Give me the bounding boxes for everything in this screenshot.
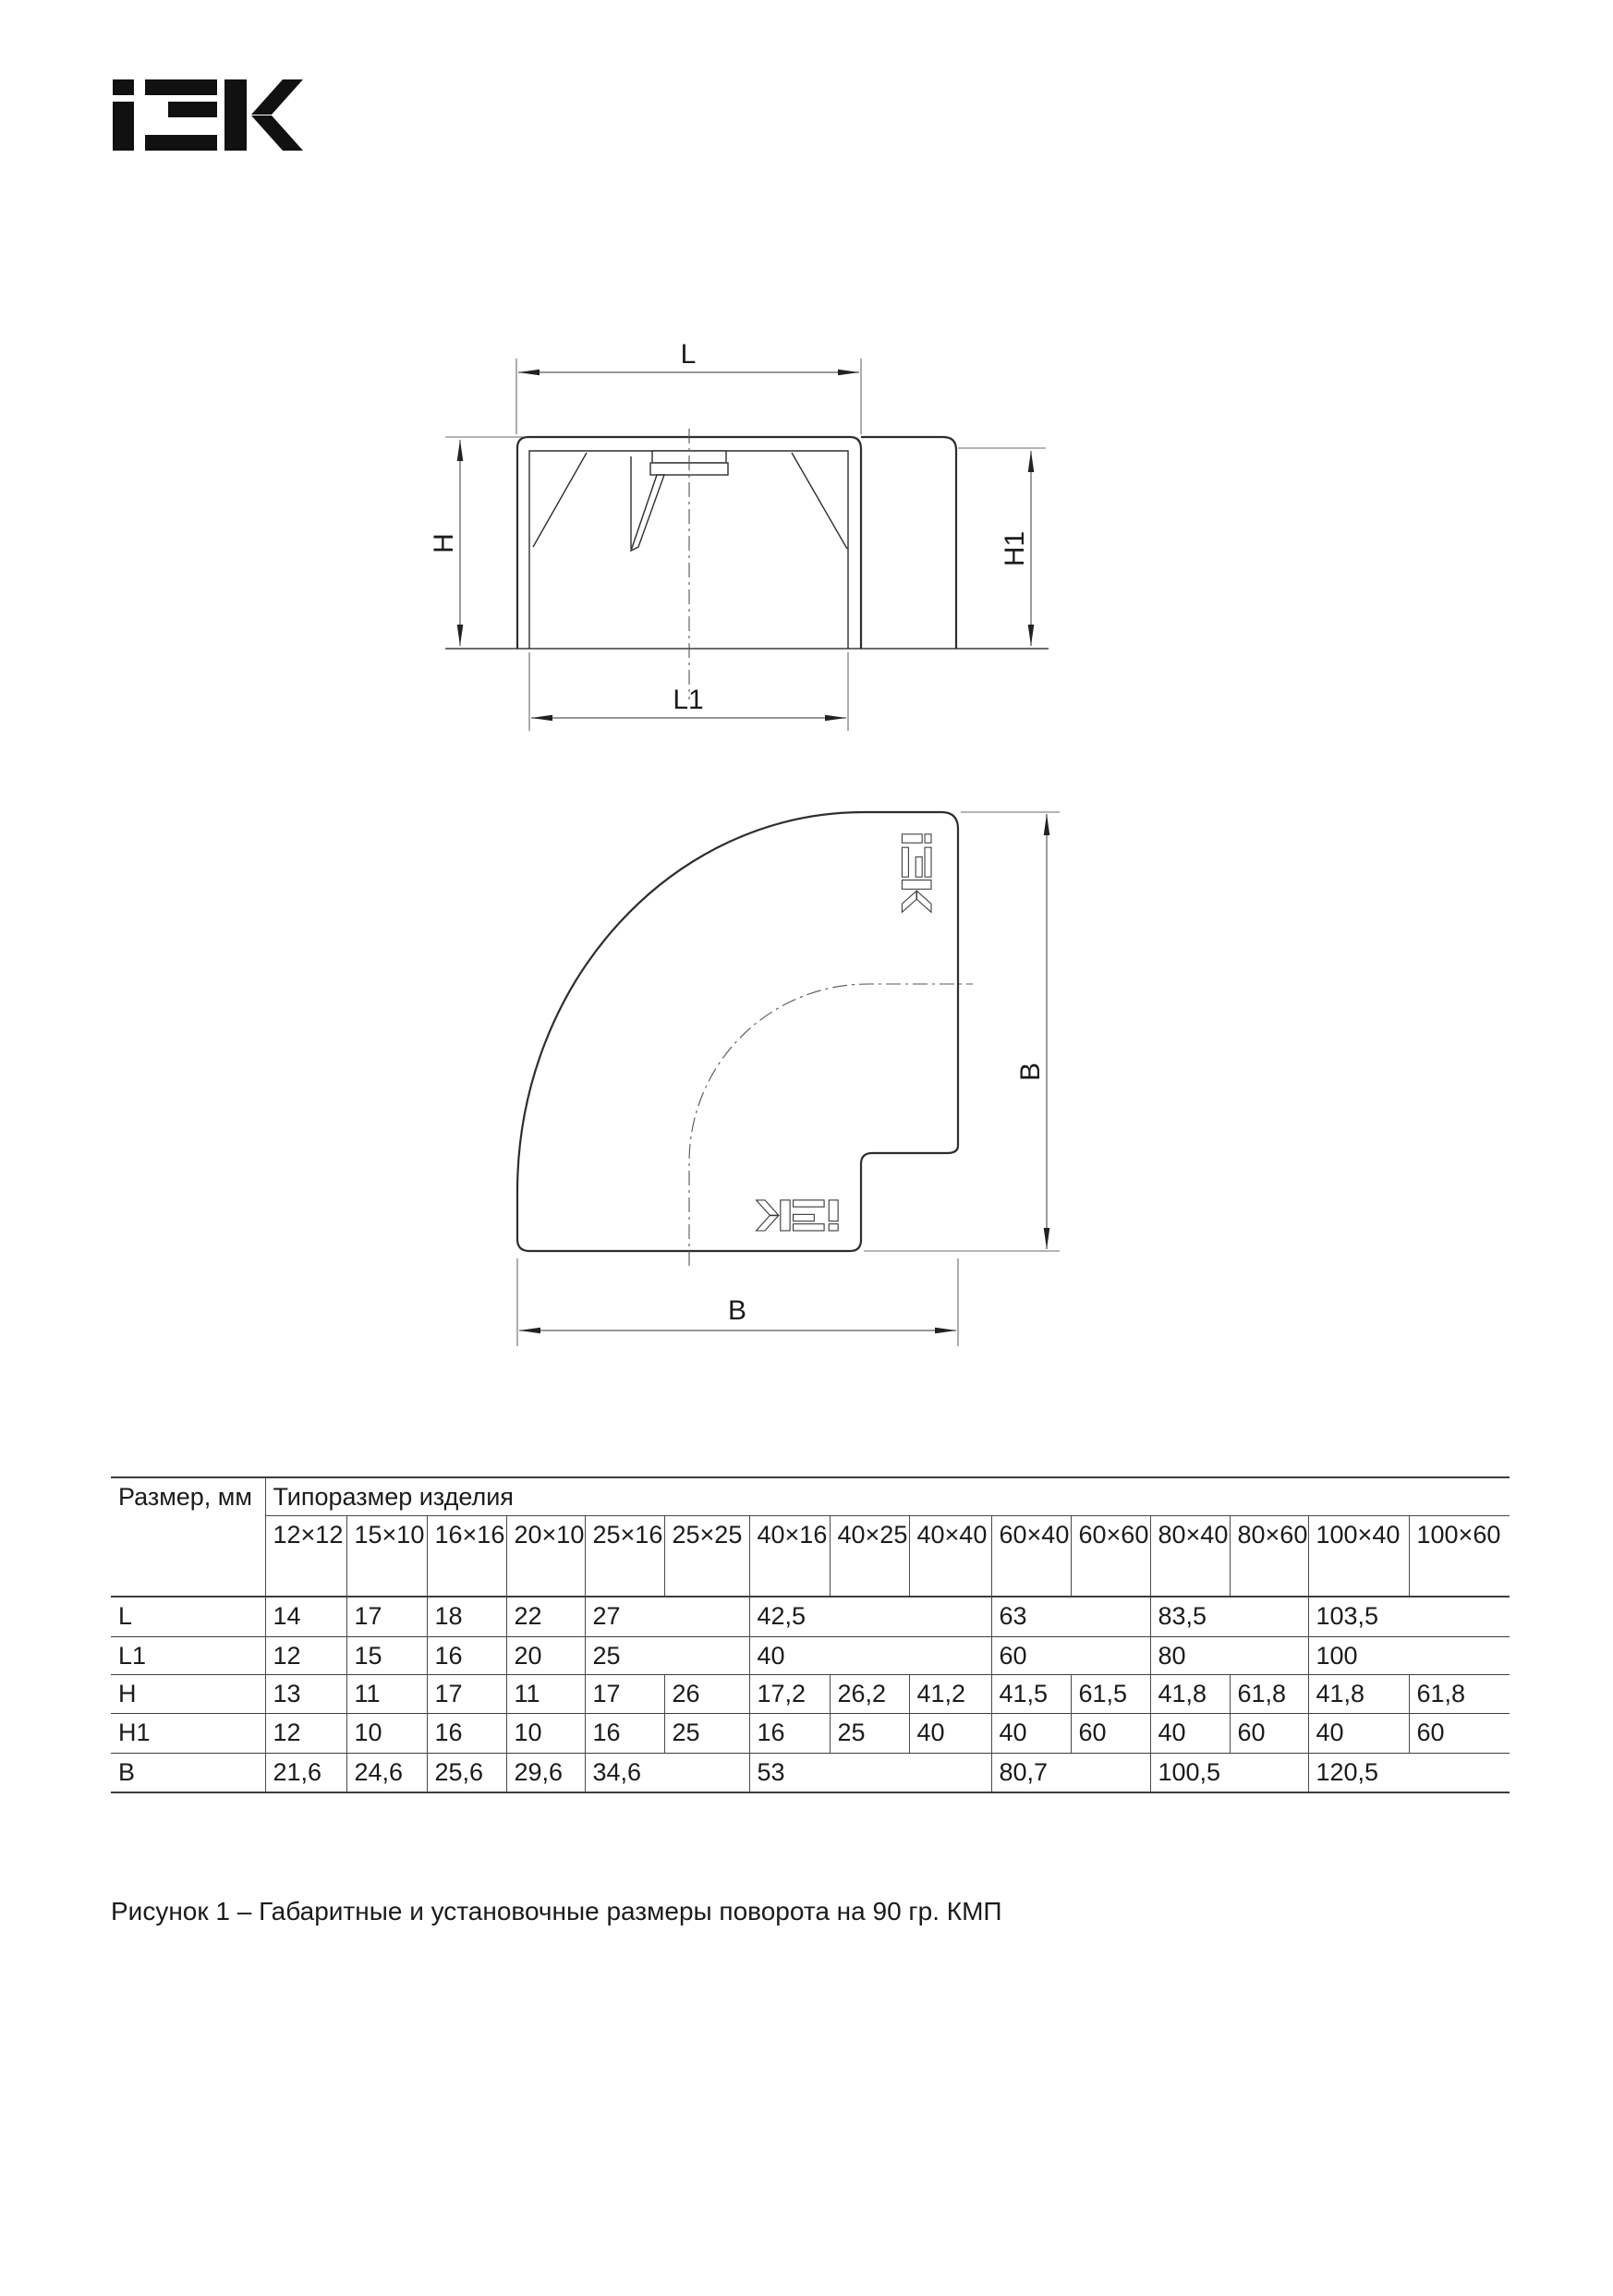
table-cell: 10 [346,1713,427,1753]
table-cell: 26 [664,1674,749,1713]
table-cell: 40 [909,1713,991,1753]
table-cell: 29,6 [506,1753,585,1792]
dimensions-table-wrap [111,1476,1510,1793]
column-header: 80×40 [1150,1515,1230,1597]
table-cell: 80 [1150,1636,1308,1674]
dim-label-L1: L1 [673,685,704,715]
table-cell: 16 [427,1636,506,1674]
table-cell: 41,8 [1308,1674,1409,1713]
column-header: 25×25 [664,1515,749,1597]
dim-label-L: L [680,339,697,370]
dimensions-table [111,1476,1510,1793]
table-cell: 25 [830,1713,909,1753]
table-cell: 10 [506,1713,585,1753]
column-header: 80×60 [1230,1515,1308,1597]
column-header: 16×16 [427,1515,506,1597]
table-cell: 41,8 [1150,1674,1230,1713]
column-header: 60×60 [1071,1515,1150,1597]
dim-label-H: H [429,533,459,553]
table-cell: 24,6 [346,1753,427,1792]
row-label: L1 [111,1636,265,1674]
table-cell: 12 [265,1636,346,1674]
iek-embossed-logo-bottom [757,1200,839,1231]
row-label: L [111,1597,265,1636]
table-cell: 100,5 [1150,1753,1308,1792]
table-cell: 120,5 [1316,1757,1379,1786]
table-cell: 25 [664,1713,749,1753]
row-label: H [111,1674,265,1713]
table-cell: 17 [427,1674,506,1713]
table-cell: 60 [991,1636,1150,1674]
table-cell: 16 [749,1713,830,1753]
table-cell: 40 [991,1713,1071,1753]
column-header: 25×16 [585,1515,664,1597]
table-cell: 40 [1150,1713,1230,1753]
table-cell: 60 [1230,1713,1308,1753]
column-header: 20×10 [506,1515,585,1597]
table-cell: 103,5 [1316,1602,1379,1630]
table-cell: 41,5 [991,1674,1071,1713]
column-header: 15×10 [346,1515,427,1597]
table-cell: 61,8 [1230,1674,1308,1713]
iek-logo [113,79,303,151]
table-cell: 16 [427,1713,506,1753]
figure1-front-view [429,339,1049,731]
table-cell: 25 [585,1636,749,1674]
table-cell: 27 [585,1597,749,1636]
corner-header: Размер, мм [111,1477,265,1597]
column-header: 40×16 [749,1515,830,1597]
table-cell: 80,7 [991,1753,1150,1792]
table-cell: 60 [1071,1713,1150,1753]
table-cell: 13 [265,1674,346,1713]
table-cell: 40 [1308,1713,1409,1753]
table-cell: 42,5 [749,1597,991,1636]
column-header: 40×40 [909,1515,991,1597]
table-cell: 17 [585,1674,664,1713]
column-header: 100×40 [1308,1515,1409,1597]
table-cell: 16 [585,1713,664,1753]
table-cell: 34,6 [585,1753,749,1792]
table-cell: 61,8 [1416,1679,1466,1707]
column-header: 12×12 [265,1515,346,1597]
table-cell: 21,6 [265,1753,346,1792]
table-cell: 20 [506,1636,585,1674]
table-cell: 14 [265,1597,346,1636]
row-label: B [111,1753,265,1792]
figure-caption: Рисунок 1 – Габаритные и установочные размеры поворота на 90 гр. КМП [111,1897,1002,1925]
table-cell: 63 [991,1597,1150,1636]
column-header: 60×40 [991,1515,1071,1597]
table-cell: 17 [346,1597,427,1636]
group-header: Типоразмер изделия [273,1483,514,1511]
table-cell: 83,5 [1150,1597,1308,1636]
table-cell: 18 [427,1597,506,1636]
table-cell: 60 [1416,1718,1445,1746]
table-cell: 17,2 [749,1674,830,1713]
table-cell: 53 [749,1753,991,1792]
table-cell: 11 [346,1674,427,1713]
table-cell: 41,2 [909,1674,991,1713]
dim-label-B-right: B [1015,1062,1046,1082]
figure2-top-view [517,812,1060,1346]
table-cell: 100 [1316,1641,1358,1670]
table-cell: 40 [749,1636,991,1674]
iek-embossed-logo-top [902,834,931,912]
column-header: 100×60 [1416,1520,1501,1549]
table-cell: 26,2 [830,1674,909,1713]
table-cell: 22 [506,1597,585,1636]
column-header: 40×25 [830,1515,909,1597]
row-label: H1 [111,1713,265,1753]
table-cell: 25,6 [427,1753,506,1792]
dim-label-B-bottom: B [727,1295,747,1326]
table-cell: 12 [265,1713,346,1753]
dim-label-H1: H1 [1000,530,1030,567]
table-cell: 15 [346,1636,427,1674]
table-cell: 61,5 [1071,1674,1150,1713]
table-cell: 11 [506,1674,585,1713]
